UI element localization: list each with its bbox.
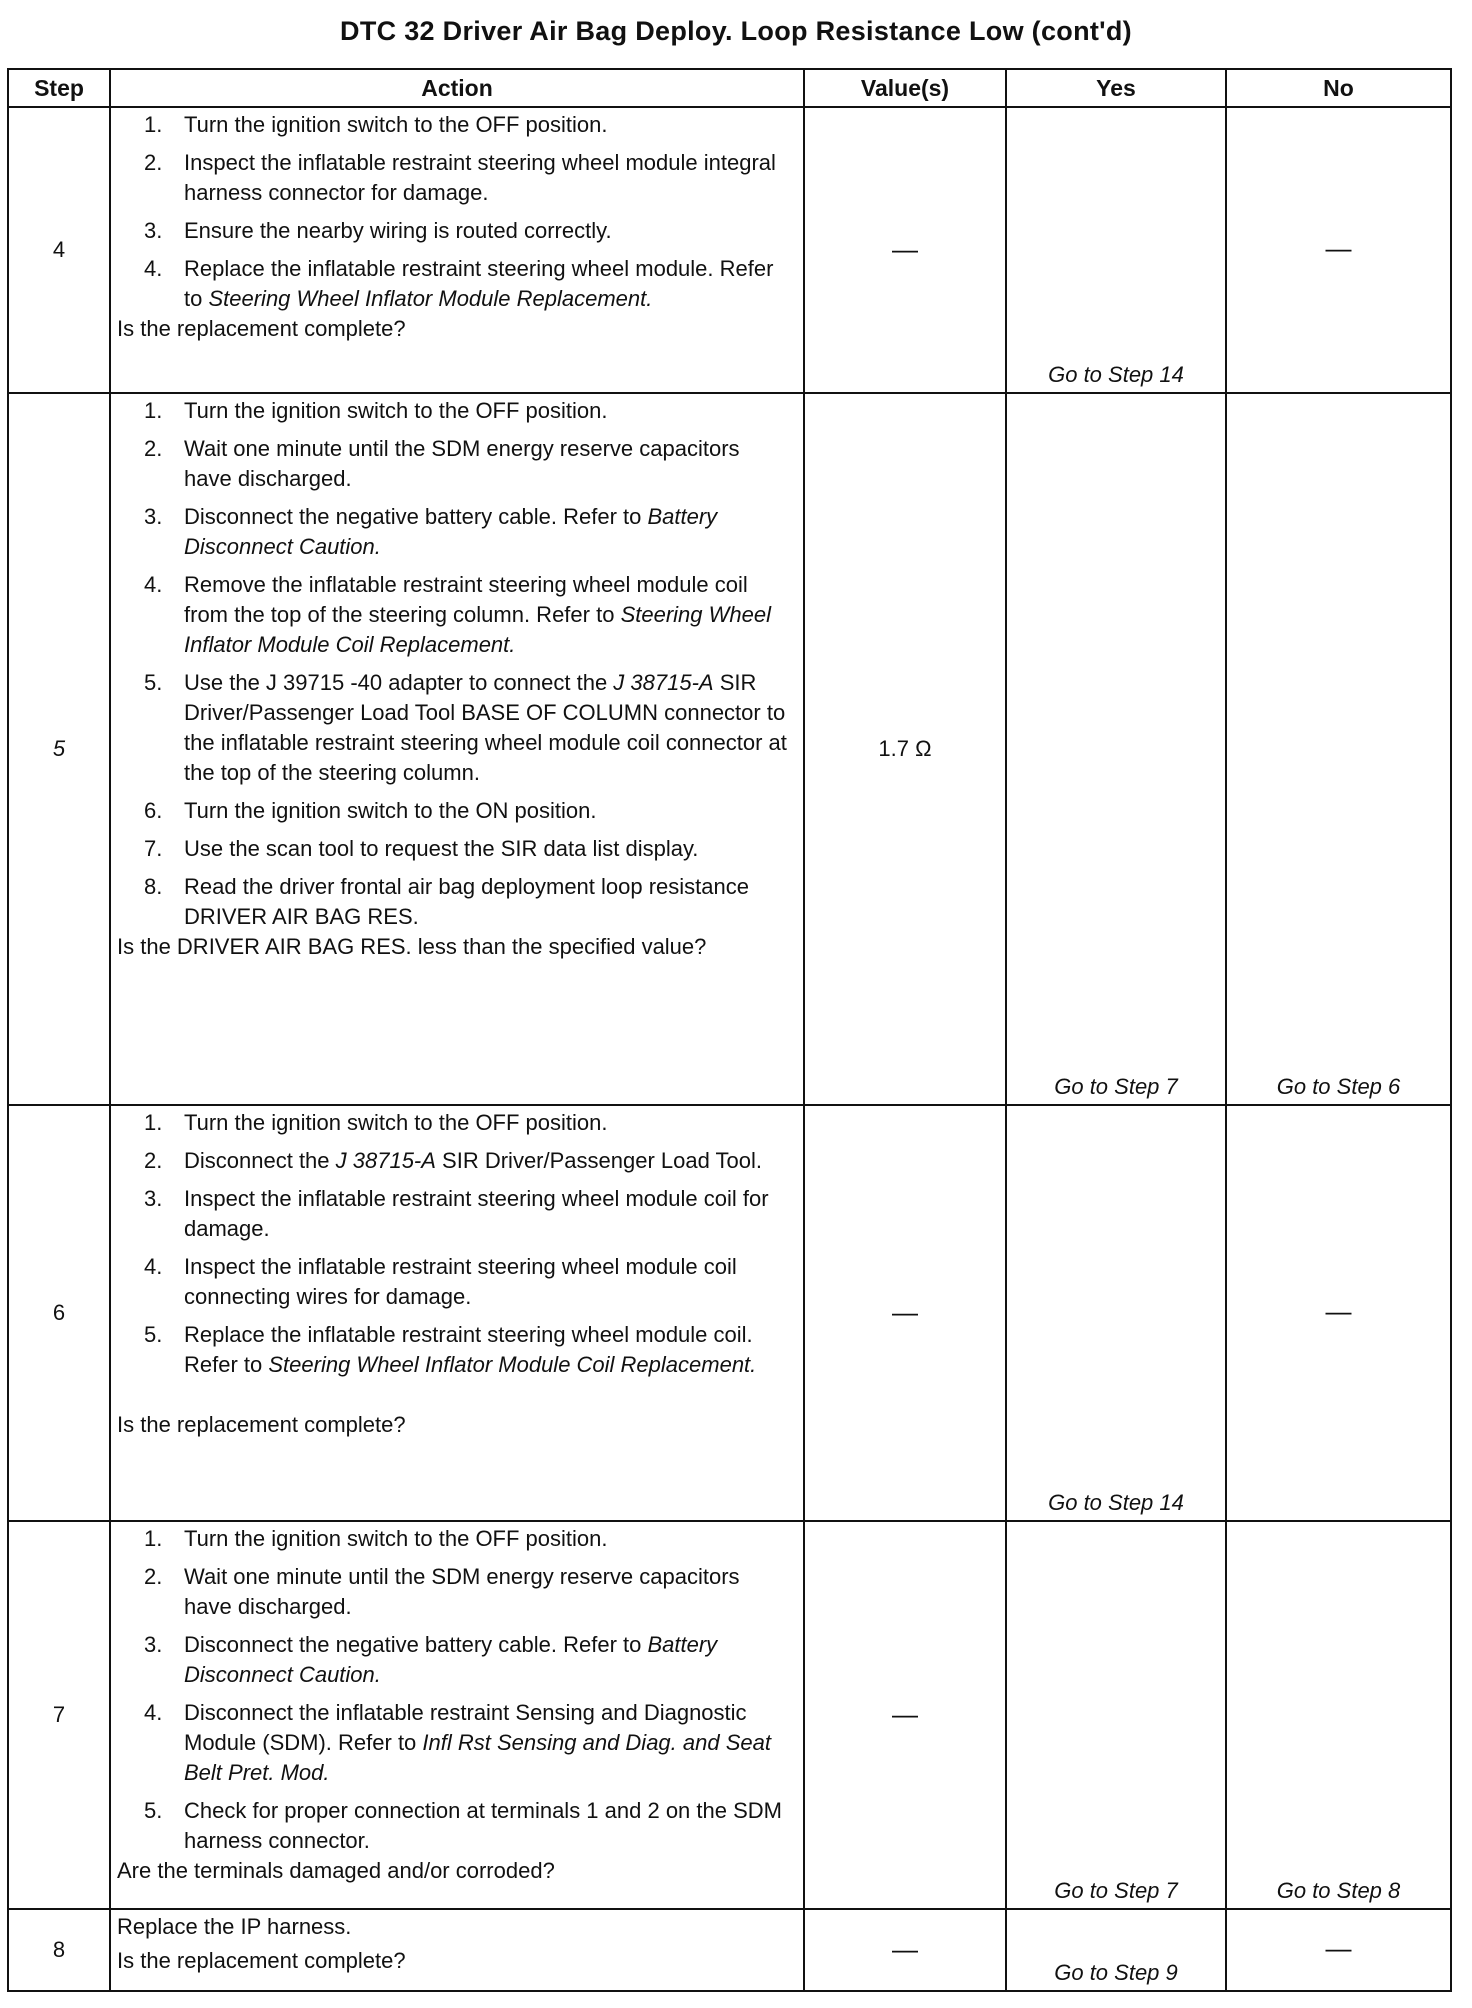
list-item: 1. Turn the ignition switch to the OFF position. [144, 112, 608, 137]
header-action: Action [110, 69, 804, 107]
step-number: 4 [8, 107, 110, 393]
list-item: 7. Use the scan tool to request the SIR data list display. [144, 836, 699, 861]
yes-cell: Go to Step 7 [1006, 1521, 1226, 1909]
action-cell [110, 1909, 804, 1991]
table-header-row [8, 69, 1451, 107]
list-item: 3. Inspect the inflatable restraint steering wheel module coil for damage. [144, 1186, 769, 1241]
value-cell: 1.7 Ω [804, 393, 1006, 1105]
list-item: 3. Disconnect the negative battery cable. Refer to Battery Disconnect Caution. [144, 504, 718, 559]
header-no: No [1226, 69, 1451, 107]
list-item: 2. Disconnect the J 38715-A SIR Driver/Passenger Load Tool. [144, 1148, 763, 1173]
list-item: 1. Turn the ignition switch to the OFF position. [144, 1110, 608, 1135]
table-row [8, 393, 1451, 1105]
table-row [8, 1105, 1451, 1521]
yes-cell: Go to Step 7 [1006, 393, 1226, 1105]
question-text: Is the replacement complete? [117, 316, 406, 341]
page-title: DTC 32 Driver Air Bag Deploy. Loop Resistance Low (cont'd) [340, 16, 1132, 46]
question-text: Is the replacement complete? [117, 1948, 406, 1973]
question-text: Is the DRIVER AIR BAG RES. less than the specified value? [117, 934, 707, 959]
question-text: Is the replacement complete? [117, 1412, 406, 1437]
list-item: 6. Turn the ignition switch to the ON position. [144, 798, 597, 823]
list-item: 8. Read the driver frontal air bag deployment loop resistance DRIVER AIR BAG RES. [144, 874, 749, 929]
no-cell: Go to Step 8 [1226, 1521, 1451, 1909]
table-row [8, 107, 1451, 393]
list-item: 2. Inspect the inflatable restraint steering wheel module integral harness connector for damage. [144, 150, 776, 205]
yes-cell: Go to Step 14 [1006, 1105, 1226, 1521]
list-item: 1. Turn the ignition switch to the OFF position. [144, 1526, 608, 1551]
step-number: 8 [8, 1909, 110, 1991]
step-number: 5 [8, 393, 110, 1105]
value-cell: — [804, 107, 1006, 393]
header-step: Step [8, 69, 110, 107]
action-text: Replace the IP harness. [117, 1914, 352, 1939]
no-cell: Go to Step 6 [1226, 393, 1451, 1105]
list-item: 3. Disconnect the negative battery cable. Refer to Battery Disconnect Caution. [144, 1632, 718, 1687]
list-item: 3. Ensure the nearby wiring is routed correctly. [144, 218, 612, 243]
table-row [8, 1521, 1451, 1909]
question-text: Are the terminals damaged and/or corroded? [117, 1858, 555, 1883]
value-cell: — [804, 1909, 1006, 1991]
list-item: 2. Wait one minute until the SDM energy reserve capacitors have discharged. [144, 436, 740, 491]
step-number: 6 [8, 1105, 110, 1521]
no-cell: — [1226, 1909, 1451, 1991]
no-cell: — [1226, 1105, 1451, 1521]
header-values: Value(s) [804, 69, 1006, 107]
action-cell [110, 107, 804, 393]
list-item: 4. Disconnect the inflatable restraint Sensing and Diagnostic Module (SDM). Refer to Infl Rst Sensing and Diag. and Seat Belt Pret. Mod. [144, 1700, 771, 1785]
list-item: 4. Remove the inflatable restraint steering wheel module coil from the top of the steering column. Refer to Steering Wheel Inflator Module Coil Replacement. [144, 572, 771, 657]
action-cell [110, 393, 804, 1105]
diagnostic-table [7, 68, 1452, 1992]
value-cell: — [804, 1105, 1006, 1521]
list-item: 2. Wait one minute until the SDM energy reserve capacitors have discharged. [144, 1564, 740, 1619]
action-cell [110, 1105, 804, 1521]
list-item: 1. Turn the ignition switch to the OFF position. [144, 398, 608, 423]
yes-cell: Go to Step 9 [1006, 1909, 1226, 1991]
list-item: 4. Replace the inflatable restraint steering wheel module. Refer to Steering Wheel Inflator Module Replacement. [144, 256, 774, 311]
no-cell: — [1226, 107, 1451, 393]
table-row [8, 1909, 1451, 1991]
list-item: 5. Check for proper connection at terminals 1 and 2 on the SDM harness connector. [144, 1798, 782, 1853]
list-item: 4. Inspect the inflatable restraint steering wheel module coil connecting wires for damage. [144, 1254, 737, 1309]
yes-cell: Go to Step 14 [1006, 107, 1226, 393]
action-cell [110, 1521, 804, 1909]
list-item: 5. Use the J 39715 -40 adapter to connect the J 38715-A SIR Driver/Passenger Load Tool BASE OF COLUMN connector to the inflatable restraint steering wheel module coil connector at the top of the steering column. [144, 670, 787, 785]
header-yes: Yes [1006, 69, 1226, 107]
list-item: 5. Replace the inflatable restraint steering wheel module coil. Refer to Steering Wheel Inflator Module Coil Replacement. [144, 1322, 757, 1377]
step-number: 7 [8, 1521, 110, 1909]
value-cell: — [804, 1521, 1006, 1909]
